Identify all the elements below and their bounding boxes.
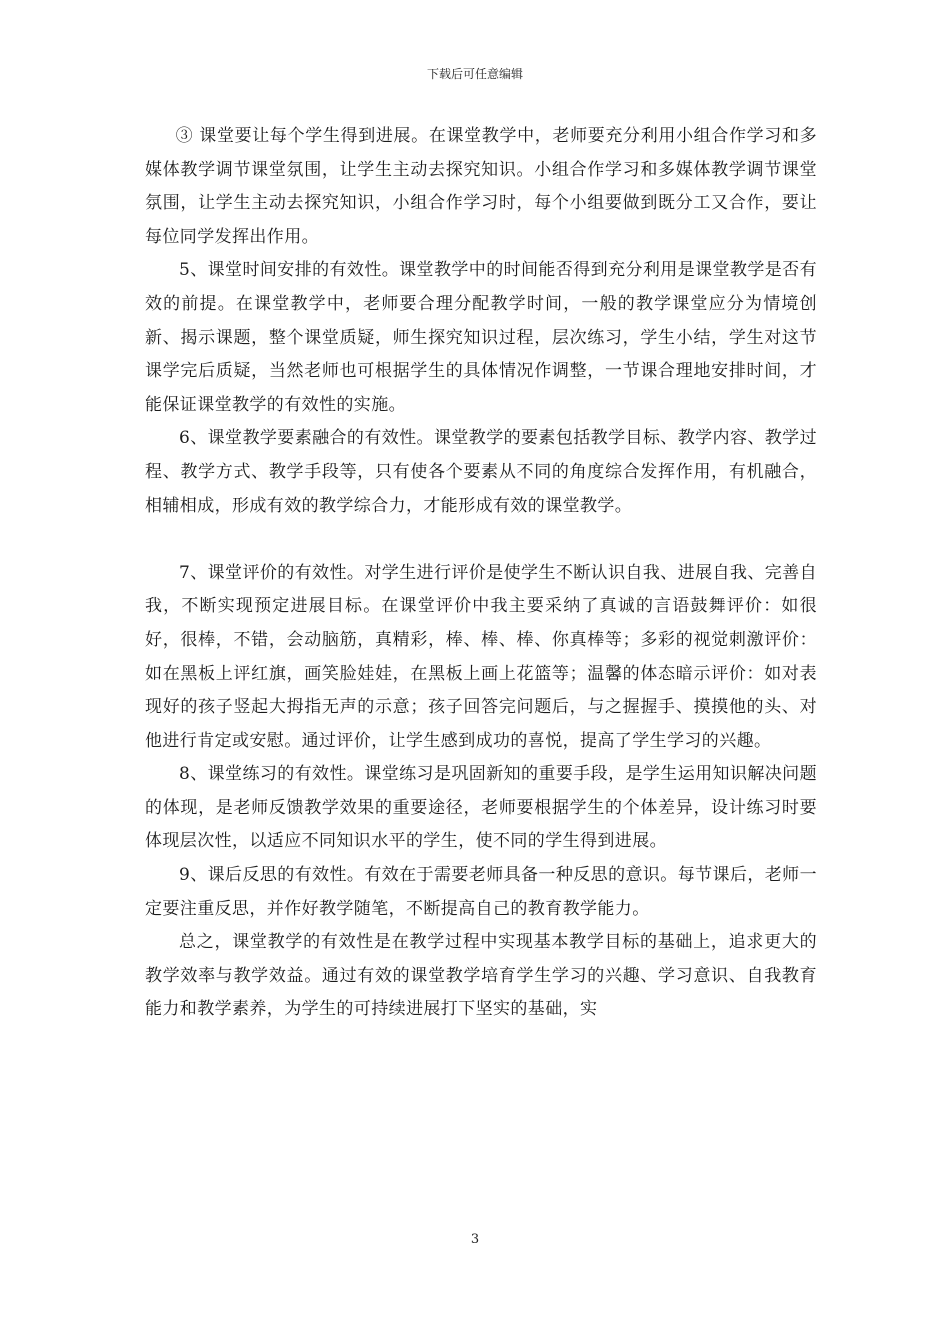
paragraph-item-6: 6、课堂教学要素融合的有效性。课堂教学的要素包括教学目标、教学内容、教学过程、教学方式、教学手段等，只有使各个要素从不同的角度综合发挥作用，有机融合，相辅相成，形成有效的教学综合力，才能形成有效的课堂教学。 [145, 428, 817, 516]
paragraph-item-9: 9、课后反思的有效性。有效在于需要老师具备一种反思的意识。每节课后，老师一定要注重反思，并作好教学随笔，不断提高自己的教育教学能力。 [145, 865, 817, 919]
paragraph-summary: 总之，课堂教学的有效性是在教学过程中实现基本教学目标的基础上，追求更大的教学效率与教学效益。通过有效的课堂教学培育学生学习的兴趣、学习意识、自我教育能力和教学素养，为学生的可持续进展打下坚实的基础，实 [145, 932, 817, 1020]
header-text: 下载后可任意编辑 [426, 67, 523, 81]
paragraph-item-8: 8、课堂练习的有效性。课堂练习是巩固新知的重要手段，是学生运用知识解决问题的体现，是老师反馈教学效果的重要途径，老师要根据学生的个体差异，设计练习时要体现层次性，以适应不同知识水平的学生，使不同的学生得到进展。 [145, 764, 817, 852]
page-header [0, 66, 950, 82]
paragraph-item-7: 7、课堂评价的有效性。对学生进行评价是使学生不断认识自我、进展自我、完善自我，不断实现预定进展目标。在课堂评价中我主要采纳了真诚的言语鼓舞评价：如很好，很棒，不错，会动脑筋，真精彩，棒、棒、棒、你真棒等；多彩的视觉刺激评价：如在黑板上评红旗，画笑脸娃娃，在黑板上画上花篮等；温馨的体态暗示评价：如对表现好的孩子竖起大拇指无声的示意；孩子回答完问题后，与之握握手、摸摸他的头、对他进行肯定或安慰。通过评价，让学生感到成功的喜悦，提高了学生学习的兴趣。 [145, 562, 817, 751]
page-footer [0, 1232, 950, 1248]
document-body [145, 120, 817, 1027]
page-number: 3 [470, 1232, 480, 1247]
blank-line [145, 523, 817, 557]
paragraph-3: ③ 课堂要让每个学生得到进展。在课堂教学中，老师要充分利用小组合作学习和多媒体教学调节课堂氛围，让学生主动去探究知识。小组合作学习和多媒体教学调节课堂氛围，让学生主动去探究知识，小组合作学习时，每个小组要做到既分工又合作，要让每位同学发挥出作用。 [145, 126, 817, 247]
paragraph-item-5: 5、课堂时间安排的有效性。课堂教学中的时间能否得到充分利用是课堂教学是否有效的前提。在课堂教学中，老师要合理分配教学时间，一般的教学课堂应分为情境创新、揭示课题，整个课堂质疑，师生探究知识过程，层次练习，学生小结，学生对这节课学完后质疑，当然老师也可根据学生的具体情况作调整，一节课合理地安排时间，才能保证课堂教学的有效性的实施。 [145, 260, 817, 415]
